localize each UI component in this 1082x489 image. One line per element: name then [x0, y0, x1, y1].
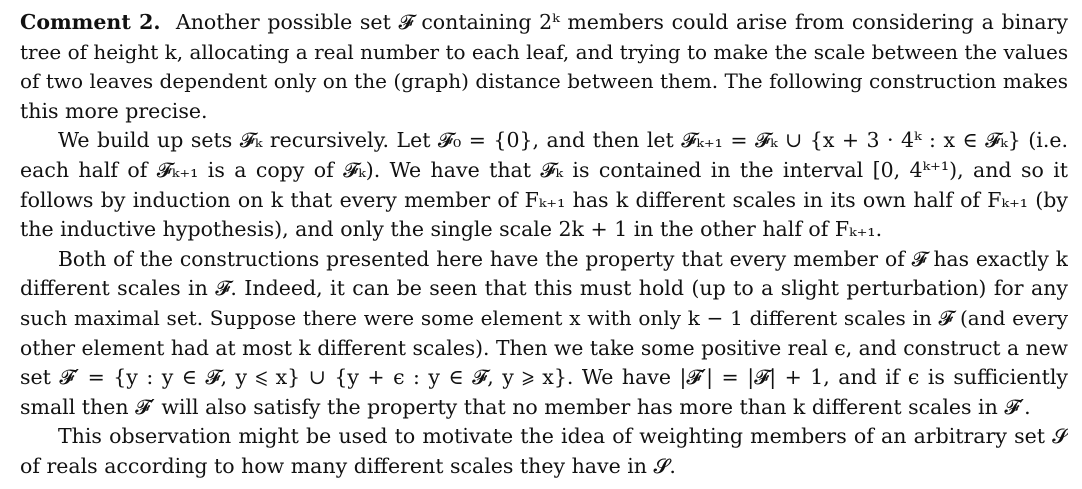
comment-paragraph-4 [20, 422, 1068, 481]
text-line: Both of the constructions presented here have the property that every member of 𝓕 has exactly k [58, 246, 1068, 271]
text-line: We build up sets 𝓕ₖ recursively. Let 𝓕₀ = {0}, and then let 𝓕ₖ₊₁ = 𝓕ₖ ∪ {x + 3 · 4ᵏ : x ∈ 𝓕ₖ} (i.e. [58, 128, 1068, 153]
text-line: different scales in 𝓕. Indeed, it can be seen that this must hold (up to a slight perturbation) for any [20, 276, 1068, 301]
text-line: follows by induction on k that every member of Fₖ₊₁ has k different scales in its own half of Fₖ₊₁ (by [20, 187, 1068, 212]
comment-paragraph-2 [20, 126, 1068, 244]
text-line: other element had at most k different scales). Then we take some positive real ϵ, and construct a new [20, 335, 1068, 360]
text-line: this more precise. [20, 98, 208, 123]
text-line: such maximal set. Suppose there were some element x with only k − 1 different scales in 𝓕 (and every [20, 305, 1068, 330]
comment-paragraph-3 [20, 245, 1068, 423]
text-line: This observation might be used to motivate the idea of weighting members of an arbitrary set 𝓢 [58, 424, 1068, 449]
text-line: of reals according to how many different scales they have in 𝓢. [20, 453, 676, 478]
comment-heading: Comment 2. [20, 10, 161, 34]
text-line: each half of 𝓕ₖ₊₁ is a copy of 𝓕ₖ). We have that 𝓕ₖ is contained in the interval [0, 4ᵏ⁺¹), and so it [20, 157, 1068, 182]
text-line: set 𝓕′ = {y : y ∈ 𝓕, y ⩽ x} ∪ {y + ϵ : y ∈ 𝓕, y ⩾ x}. We have |𝓕′| = |𝓕| + 1, and if ϵ is sufficiently [20, 365, 1068, 390]
text-line: the inductive hypothesis), and only the single scale 2k + 1 in the other half of Fₖ₊₁. [20, 217, 883, 242]
text-line: tree of height k, allocating a real number to each leaf, and trying to make the scale between the values [20, 39, 1068, 64]
comment-paragraph-1 [20, 8, 1068, 126]
text-line: of two leaves dependent only on the (graph) distance between them. The following construction makes [20, 69, 1068, 94]
text-line: Another possible set 𝓕 containing 2ᵏ members could arise from considering a binary [175, 10, 1068, 34]
text-line: small then 𝓕′ will also satisfy the property that no member has more than k different scales in 𝓕′. [20, 394, 1031, 419]
